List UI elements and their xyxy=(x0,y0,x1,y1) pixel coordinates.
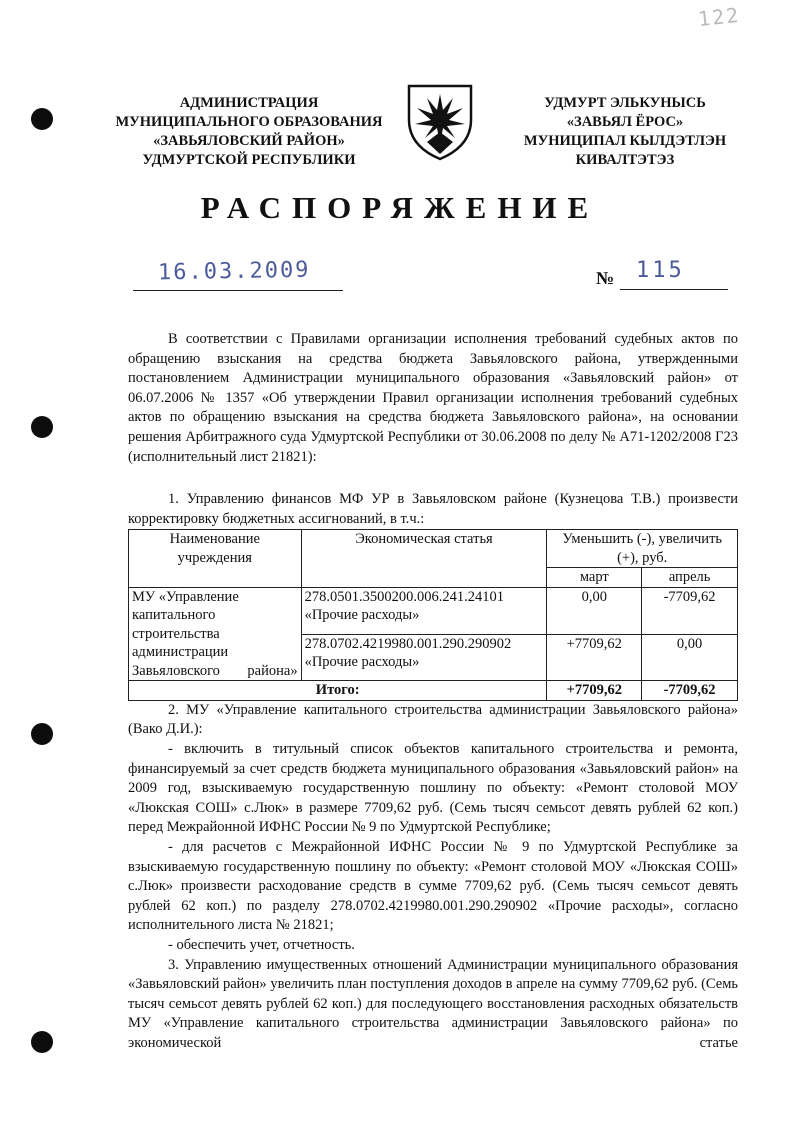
header-right-line: УДМУРТ ЭЛЬКУНЫСЬ xyxy=(544,95,706,111)
preamble-paragraph: В соответствии с Правилами организации исполнения требований судебных актов по обращению взыскания на средства бюджета Завьяловского района, утвержденными постановлением Администрации муниципального образования «Завьяловский район» от 06.07.2006 № 1357 «Об утверждении Правил организации исполнения требований судебных актов по обращению взыскания на средства бюджета Завьяловского района», на основании решения Арбитражного суда Удмуртской Республики от 30.06.2008 по делу № А71-1202/2008 Г23 (исполнительный лист 21821): xyxy=(128,331,738,465)
article-cell: 278.0702.4219980.001.290.290902 «Прочие расходы» xyxy=(301,634,547,681)
item-2-paragraph: 2. МУ «Управление капитального строительства администрации Завьяловского района» (Вако Д.И.): xyxy=(128,701,738,738)
header-left-line: АДМИНИСТРАЦИЯ xyxy=(179,95,319,111)
table-total-row xyxy=(129,681,738,701)
table-row xyxy=(129,587,738,634)
document-title: РАСПОРЯЖЕНИЕ xyxy=(200,190,600,225)
order-date: 16.03.2009 xyxy=(157,257,311,286)
page-number: 122 xyxy=(696,2,742,32)
punch-hole xyxy=(31,723,53,745)
april-value-cell: 0,00 xyxy=(642,634,738,681)
col-header-name: Наименование учреждения xyxy=(129,530,302,588)
number-underline xyxy=(620,289,728,290)
header-left-line: «ЗАВЬЯЛОВСКИЙ РАЙОН» xyxy=(153,133,345,149)
april-value-cell: -7709,62 xyxy=(642,587,738,634)
col-header-change: Уменьшить (-), увеличить (+), руб. xyxy=(547,530,738,568)
item-3-paragraph: 3. Управлению имущественных отношений Администрации муниципального образования «Завьяловский район» увеличить план поступления доходов в апреле на сумму 7709,62 руб. (Семь тысяч семьсот девять рублей 62 коп.) для последующего восстановления расходных обязательств МУ «Управление капитального строительства администрации Завьяловского района» по экономической статье xyxy=(128,956,738,1051)
punch-hole xyxy=(31,416,53,438)
item-2-bullet-1: - включить в титульный список объектов капитального строительства и ремонта, финансируемый за счет средств бюджета муниципального образования «Завьяловский район» на 2009 год, взыскиваемую государственную пошлину по объекту: «Ремонт столовой МОУ «Люкская СОШ» с.Люк» в размере 7709,62 руб. (Семь тысяч семьсот девять рублей 62 коп.) перед Межрайонной ИФНС России № 9 по Удмуртской Республике; xyxy=(128,741,738,836)
header-right-line: «ЗАВЬЯЛ ЁРОС» xyxy=(566,114,684,130)
item-2-bullet-2: - для расчетов с Межрайонной ИФНС России № 9 по Удмуртской Республике за взыскиваемую государственную пошлину по объекту: «Ремонт столовой МОУ «Люкская СОШ» с.Люк» произвести расходование средств в сумме 7709,62 руб. (Семь тысяч семьсот девять рублей 62 коп.) по разделу 278.0702.4219980.001.290.290902 «Прочие расходы», согласно исполнительного листа № 21821; xyxy=(128,839,738,934)
header-left xyxy=(104,94,394,170)
allocation-table xyxy=(128,529,738,701)
number-label: № xyxy=(596,268,615,288)
coat-of-arms-emblem xyxy=(405,80,475,162)
institution-name: МУ «Управление капитального строительства администрации Завьяловского района» xyxy=(132,588,298,679)
order-number: 115 xyxy=(636,258,685,283)
march-value-cell: 0,00 xyxy=(547,587,642,634)
article-cell: 278.0501.3500200.006.241.24101 «Прочие расходы» xyxy=(301,587,547,634)
col-header-april: апрель xyxy=(642,568,738,588)
table-header-row xyxy=(129,530,738,568)
institution-cell xyxy=(129,587,302,681)
item-1-paragraph: 1. Управлению финансов МФ УР в Завьяловском районе (Кузнецова Т.В.) произвести корректировку бюджетных ассигнований, в т.ч.: xyxy=(128,491,738,527)
header-right-line: КИВАЛТЭТЭЗ xyxy=(575,152,675,168)
header-right xyxy=(500,94,750,170)
header-left-line: МУНИЦИПАЛЬНОГО ОБРАЗОВАНИЯ xyxy=(115,114,383,130)
march-value-cell: +7709,62 xyxy=(547,634,642,681)
header-left-line: УДМУРТСКОЙ РЕСПУБЛИКИ xyxy=(142,152,356,168)
punch-hole xyxy=(31,1031,53,1053)
punch-hole xyxy=(31,108,53,130)
total-label: Итого: xyxy=(129,681,547,701)
col-header-march: март xyxy=(547,568,642,588)
item-2-bullet-3: - обеспечить учет, отчетность. xyxy=(168,936,355,953)
header-right-line: МУНИЦИПАЛ КЫЛДЭТЛЭН xyxy=(523,133,727,149)
total-march: +7709,62 xyxy=(547,681,642,701)
document-body xyxy=(128,330,738,1054)
date-underline xyxy=(133,290,343,291)
total-april: -7709,62 xyxy=(642,681,738,701)
col-header-article: Экономическая статья xyxy=(301,530,547,588)
